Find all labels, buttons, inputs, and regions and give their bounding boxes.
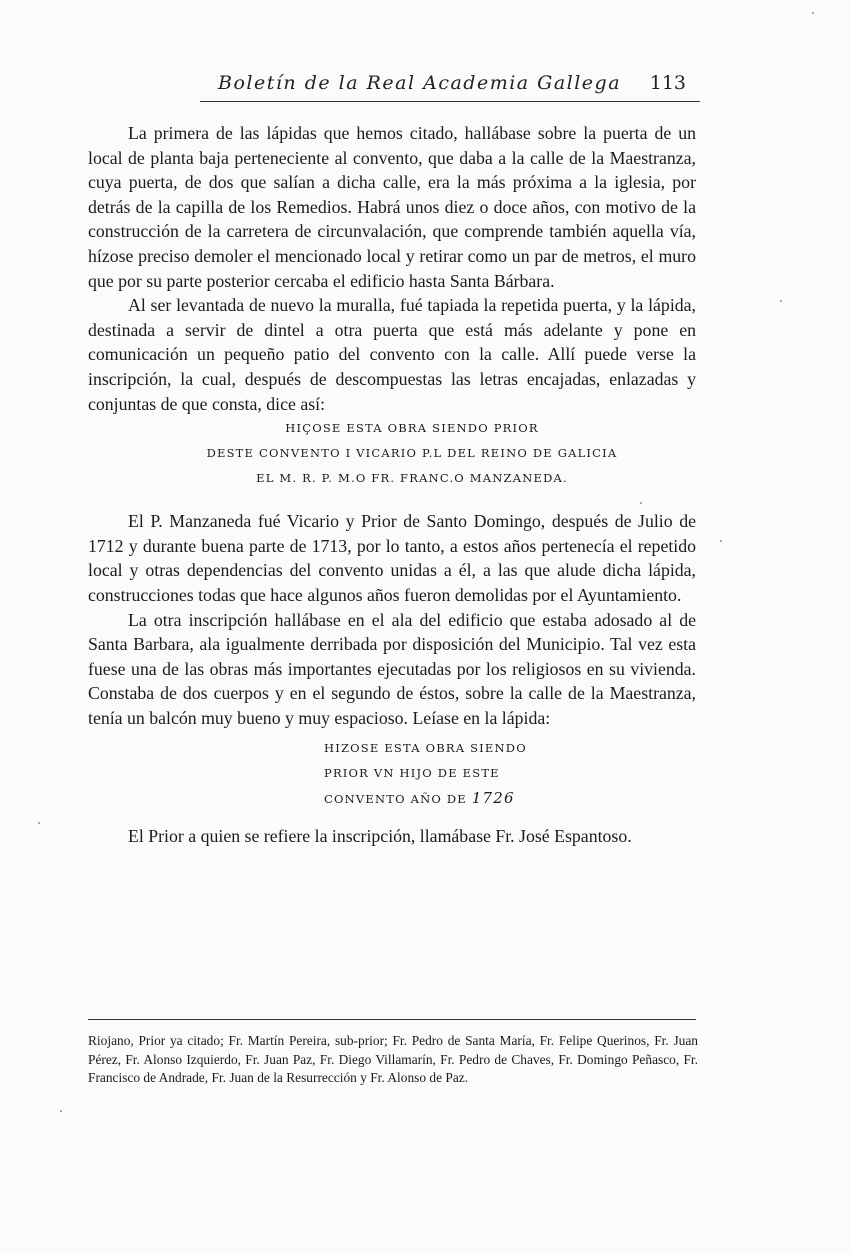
footnote xyxy=(88,1032,698,1088)
footnote-text: Riojano, Prior ya citado; Fr. Martín Pereira, sub-prior; Fr. Pedro de Santa María, Fr. Felipe Querinos, Fr. Juan Pérez, Fr. Alonso Izquierdo, Fr. Juan Paz, Fr. Diego Villamarín, Fr. Pedro de Chaves, Fr. Domingo Peñasco, Fr. Francisco de Andrade, Fr. Juan de la Resurrección y Fr. Alonso de Paz. xyxy=(88,1033,698,1086)
inscription-2-line-2: PRIOR VN HIJO DE ESTE xyxy=(324,766,500,781)
paragraph-1: La primera de las lápidas que hemos citado, hallábase sobre la puerta de un local de planta baja perteneciente al convento, que daba a la calle de la Maestranza, cuya puerta, de dos que salían a dicha calle, era la más próxima a la iglesia, por detrás de la capilla de los Remedios. Habrá unos diez o doce años, con motivo de la construcción de la carretera de circunvalación, que comprende también aquella vía, hízose preciso demoler el mencionado local y retirar como un par de metros, el muro que por su parte posterior cercaba el edificio hasta Santa Bárbara. xyxy=(88,123,696,291)
inscription-1 xyxy=(88,416,696,491)
scan-speck xyxy=(60,1110,62,1112)
paragraph-5: El Prior a quien se refiere la inscripción, llamábase Fr. José Espantoso. xyxy=(128,826,632,847)
paragraph-2: Al ser levantada de nuevo la muralla, fué tapiada la repetida puerta, y la lápida, destinada a servir de dintel a otra puerta que está más adelante y pone en comunicación un pequeño patio del convento con la calle. Allí puede verse la inscripción, la cual, después de descompuestas las letras encajadas, enlazadas y conjuntas de que consta, dice así: xyxy=(88,295,696,414)
paragraph-4: La otra inscripción hallábase en el ala del edificio que estaba adosado al de Santa Barbara, ala igualmente derribada por disposición del Municipio. Tal vez esta fuese una de las obras más importantes ejecutadas por los religiosos en su vivienda. Constaba de dos cuerpos y en el segundo de éstos, sobre la calle de la Maestranza, tenía un balcón muy bueno y muy espacioso. Leíase en la lápida: xyxy=(88,609,696,728)
scan-speck xyxy=(720,540,722,542)
running-header xyxy=(200,68,700,102)
inscription-1-line-2: DESTE CONVENTO I VICARIO P.L DEL REINO DE GALICIA xyxy=(206,446,618,461)
scan-speck xyxy=(640,502,642,504)
footnote-rule xyxy=(88,1019,696,1020)
inscription-1-line-3: EL M. R. P. M.O FR. FRANC.O MANZANEDA. xyxy=(256,471,568,486)
inscription-2-year: 1726 xyxy=(471,789,515,808)
header-rule xyxy=(200,101,700,102)
inscription-2-line-3 xyxy=(284,786,696,812)
main-text xyxy=(88,121,696,849)
scan-speck xyxy=(38,822,40,824)
page-number: 113 xyxy=(649,72,686,94)
inscription-2-line-3-text: CONVENTO AÑO DE xyxy=(324,792,467,807)
scan-speck xyxy=(780,300,782,302)
scan-speck xyxy=(812,12,814,14)
inscription-1-line-1: HIÇOSE ESTA OBRA SIENDO PRIOR xyxy=(285,421,539,436)
inscription-2 xyxy=(284,736,696,812)
paragraph-3: El P. Manzaneda fué Vicario y Prior de Santo Domingo, después de Julio de 1712 y durante buena parte de 1713, por lo tanto, a estos años pertenecía el repetido local y otras dependencias del convento unidas a él, a las que alude dicha lápida, construcciones todas que hace algunos años fueron demolidas por el Ayuntamiento. xyxy=(88,511,696,605)
inscription-2-line-1: HIZOSE ESTA OBRA SIENDO xyxy=(324,741,527,756)
journal-title: Boletín de la Real Academia Gallega xyxy=(218,72,622,94)
